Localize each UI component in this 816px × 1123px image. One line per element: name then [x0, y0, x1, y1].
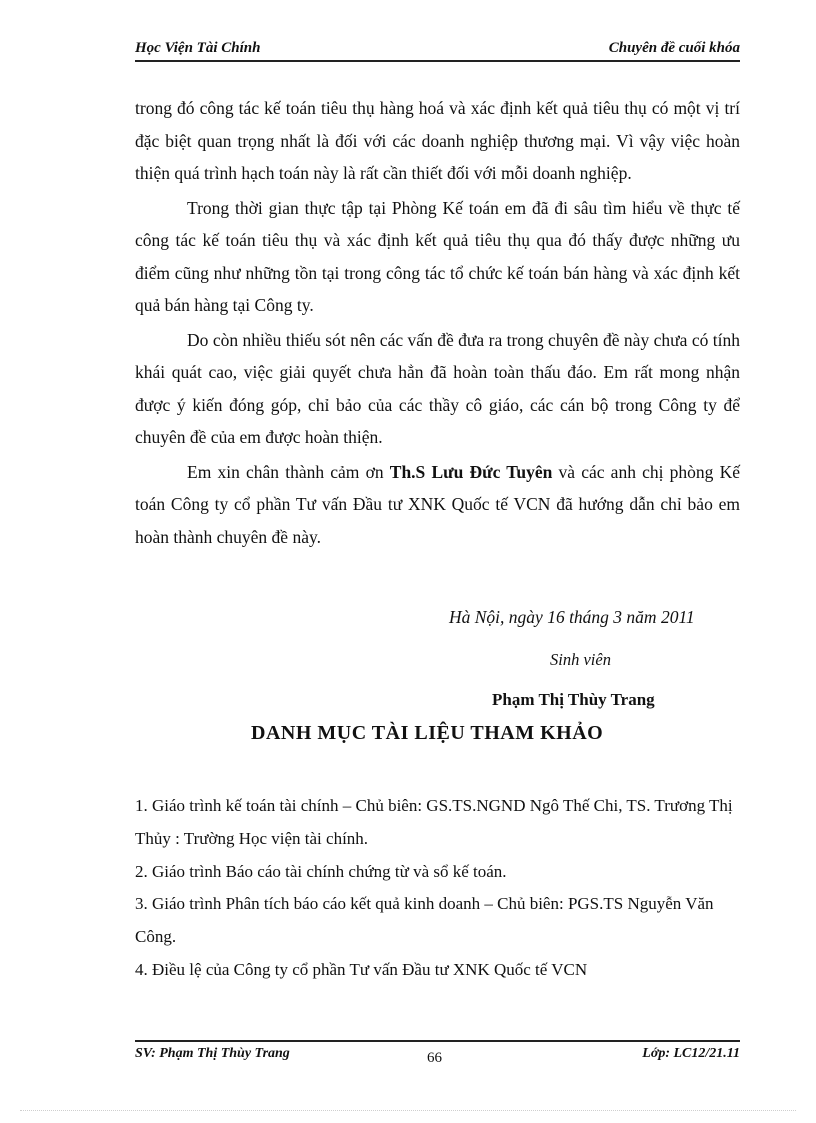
reference-item: 1. Giáo trình kế toán tài chính – Chủ biên: GS.TS.NGND Ngô Thế Chi, TS. Trương Thị Thủy : Trường Học viện tài chính.	[135, 796, 733, 848]
signature-date: Hà Nội, ngày 16 tháng 3 năm 2011	[449, 607, 695, 627]
references-title: DANH MỤC TÀI LIỆU THAM KHẢO	[251, 722, 604, 744]
paragraph-4	[135, 456, 740, 554]
page-header	[135, 38, 740, 62]
paragraph-2: Trong thời gian thực tập tại Phòng Kế toán em đã đi sâu tìm hiểu về thực tế công tác kế toán tiêu thụ và xác định kết quả tiêu thụ qua đó thấy được những ưu điểm cũng như những tồn tại trong công tác tổ chức kế toán bán hàng và xác định kết quả bán hàng tại Công ty.	[135, 197, 740, 315]
header-document-type: Chuyên đề cuối khóa	[608, 40, 740, 56]
page-footer	[135, 1040, 740, 1066]
signature-role: Sinh viên	[550, 650, 611, 669]
references-list	[135, 790, 740, 987]
reference-item: 4. Điều lệ của Công ty cổ phần Tư vấn Đầu tư XNK Quốc tế VCN	[135, 959, 588, 979]
header-institution: Học Viện Tài Chính	[135, 40, 261, 56]
paragraph-3: Do còn nhiều thiếu sót nên các vấn đề đưa ra trong chuyên đề này chưa có tính khái quát cao, việc giải quyết chưa hẳn đã hoàn toàn thấu đáo. Em rất mong nhận được ý kiến đóng góp, chỉ bảo của các thầy cô giáo, các cán bộ trong Công ty để chuyên đề của em được hoàn thiện.	[135, 329, 740, 447]
footer-student: SV: Phạm Thị Thùy Trang	[135, 1046, 290, 1061]
paragraph-4-lead: Em xin chân thành cảm ơn	[187, 461, 390, 482]
paragraph-1: trong đó công tác kế toán tiêu thụ hàng hoá và xác định kết quả tiêu thụ có một vị trí đặc biệt quan trọng nhất là đối với các doanh nghiệp thương mại. Vì vậy việc hoàn thiện quá trình hạch toán này là rất cần thiết đối với mỗi doanh nghiệp.	[135, 98, 740, 183]
reference-item: 2. Giáo trình Báo cáo tài chính chứng từ và sổ kế toán.	[135, 861, 507, 881]
body-text	[135, 92, 740, 553]
paragraph-4-rest: và các anh chị phòng Kế toán Công ty cổ phần Tư vấn Đầu tư XNK Quốc tế VCN đã hướng dẫn chỉ bảo em hoàn thành chuyên đề này.	[135, 461, 740, 547]
footer-class: Lớp: LC12/21.11	[642, 1046, 740, 1061]
page-number: 66	[427, 1050, 442, 1066]
advisor-name: Th.S Lưu Đức Tuyên	[389, 461, 553, 482]
reference-item: 3. Giáo trình Phân tích báo cáo kết quả kinh doanh – Chủ biên: PGS.TS Nguyễn Văn Công.	[135, 894, 714, 947]
signature-name: Phạm Thị Thùy Trang	[492, 690, 655, 709]
page-edge-divider	[20, 1110, 796, 1111]
